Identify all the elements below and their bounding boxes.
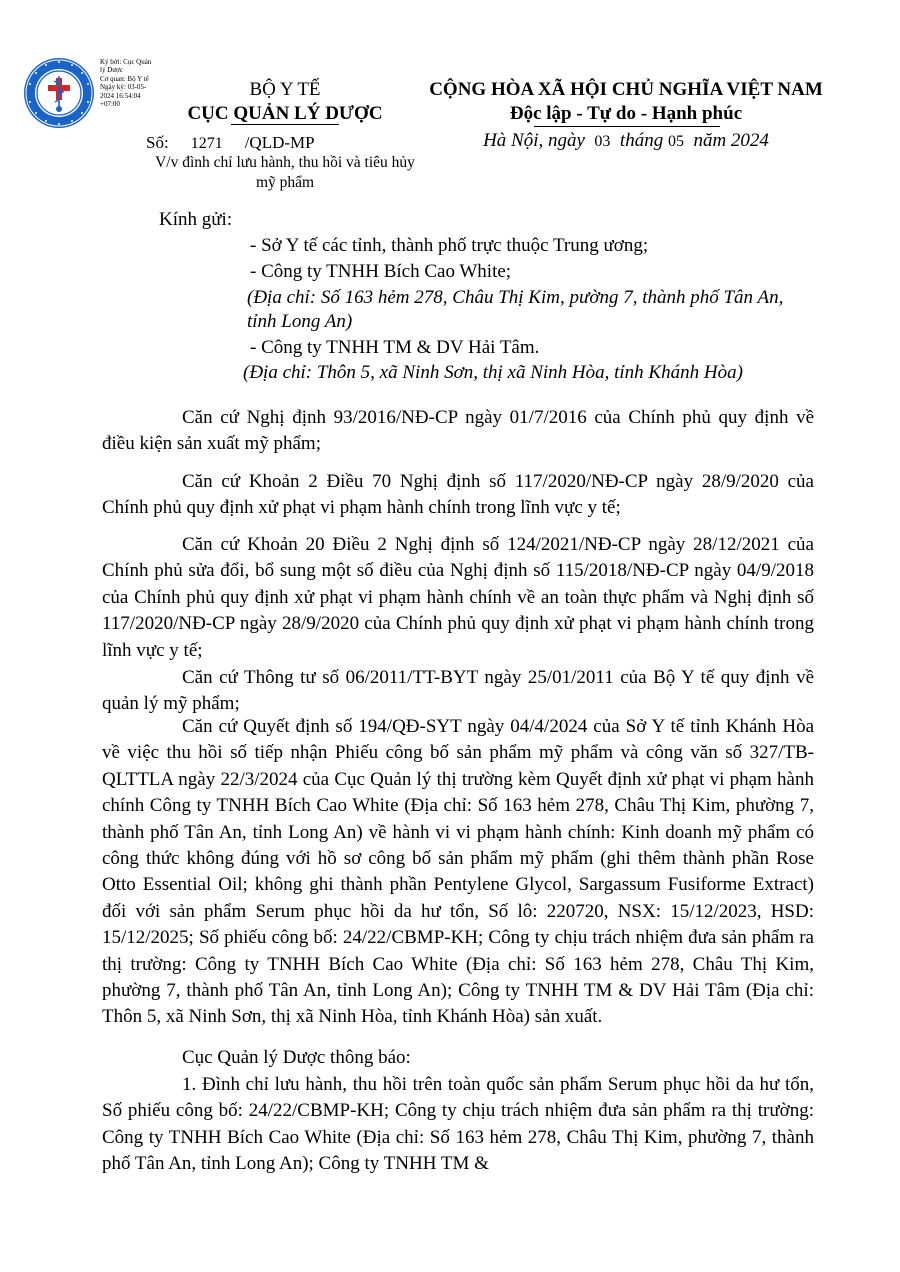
place-prefix: Hà Nội, ngày: [483, 130, 585, 151]
legal-basis-paragraph: [102, 532, 814, 664]
signature-line: lý Dược: [100, 66, 123, 75]
recipient-item: - Công ty TNHH TM & DV Hải Tâm.: [250, 337, 540, 358]
paragraph-text: Căn cứ Quyết định số 194/QĐ-SYT ngày 04/4/2024 của Sở Y tế tỉnh Khánh Hòa về việc thu hồi số tiếp nhận Phiếu công bố sản phẩm mỹ phẩm và công văn số 327/TB-QLTTLA ngày 22/3/2024 của Cục Quản lý thị trường kèm Quyết định xử phạt vi phạm hành chính Công ty TNHH Bích Cao White (Địa chỉ: Số 163 hẻm 278, Châu Thị Kim, phường 7, thành phố Tân An, tỉnh Long An) về hành vi vi phạm hành chính: Kinh doanh mỹ phẩm có công thức không đúng với hồ sơ công bố sản phẩm mỹ phẩm (ghi thêm thành phần Rose Otto Essential Oil; không ghi thành phần Pentylene Glycol, Sargassum Fusiforme Extract) đối với sản phẩm Serum phục hồi da hư tổn, Số lô: 220720, NSX: 15/12/2023, HSD: 15/12/2025; Số phiếu công bố: 24/22/CBMP-KH; Công ty chịu trách nhiệm đưa sản phẩm ra thị trường: Công ty TNHH Bích Cao White (Địa chỉ: Số 163 hẻm 278, Châu Thị Kim, phường 7, thành phố Tân An, tỉnh Long An); Công ty TNHH TM & DV Hải Tâm (Địa chỉ: Thôn 5, xã Ninh Sơn, thị xã Ninh Hòa, tỉnh Khánh Hòa) sản xuất.: [102, 716, 814, 1028]
salutation: Kính gửi:: [159, 209, 233, 230]
paragraph-text: Cục Quản lý Dược thông báo:: [182, 1047, 411, 1068]
year-label: năm 2024: [693, 130, 769, 151]
legal-basis-paragraph: [102, 405, 814, 458]
announcement-item: [102, 1072, 814, 1178]
date-day: 03: [594, 133, 611, 150]
issuing-agency: [150, 78, 420, 126]
paragraph-text: Căn cứ Nghị định 93/2016/NĐ-CP ngày 01/7/2016 của Chính phủ quy định về điều kiện sản xuất mỹ phẩm;: [102, 407, 814, 455]
recipient-address: (Địa chỉ: Thôn 5, xã Ninh Sơn, thị xã Ninh Hòa, tỉnh Khánh Hòa): [243, 362, 743, 383]
legal-basis-paragraph: [102, 714, 814, 1031]
agency-seal-logo: [22, 56, 96, 130]
national-heading: [420, 78, 832, 126]
country-name: CỘNG HÒA XÃ HỘI CHỦ NGHĨA VIỆT NAM: [429, 79, 823, 100]
signature-line: 2024 16:54:04: [100, 91, 141, 100]
date-month: 05: [667, 133, 684, 150]
document-subject: V/v đình chỉ lưu hành, thu hồi và tiêu hủy mỹ phẩm: [155, 154, 415, 191]
agency-name: CỤC QUẢN LÝ DƯỢC: [187, 103, 383, 124]
motto-underline: [534, 126, 720, 127]
paragraph-text: Căn cứ Khoản 20 Điều 2 Nghị định số 124/2021/NĐ-CP ngày 28/12/2021 của Chính phủ sửa đổi, bổ sung một số điều của Nghị định số 115/2018/NĐ-CP ngày 04/9/2018 của Chính phủ quy định xử phạt vi phạm hành chính về an toàn thực phẩm và Nghị định số 117/2020/NĐ-CP ngày 28/9/2020 của Chính phủ quy định xử phạt vi phạm hành chính trong lĩnh vực y tế;: [102, 534, 814, 661]
doc-number-suffix: /QLD-MP: [244, 133, 315, 152]
legal-basis-paragraph: [102, 469, 814, 522]
month-label: tháng: [619, 130, 664, 151]
announcement-heading: [102, 1045, 814, 1071]
signature-line: +07:00: [100, 100, 120, 109]
doc-number-label: Số:: [146, 133, 169, 152]
document-number: [146, 132, 315, 155]
recipient-address: (Địa chỉ: Số 163 hẻm 278, Châu Thị Kim, pường 7, thành phố Tân An,: [247, 287, 784, 308]
paragraph-text: Căn cứ Khoản 2 Điều 70 Nghị định số 117/2020/NĐ-CP ngày 28/9/2020 của Chính phủ quy định xử phạt vi phạm hành chính trong lĩnh vực y tế;: [102, 471, 814, 519]
national-motto: Độc lập - Tự do - Hạnh phúc: [509, 103, 743, 124]
agency-underline: [231, 124, 339, 125]
paragraph-text: 1. Đình chỉ lưu hành, thu hồi trên toàn quốc sản phẩm Serum phục hồi da hư tổn, Số phiếu công bố: 24/22/CBMP-KH; Công ty chịu trách nhiệm đưa sản phẩm ra thị trường: Công ty TNHH Bích Cao White (Địa chỉ: Số 163 hẻm 278, Châu Thị Kim, phường 7, thành phố Tân An, tỉnh Long An); Công ty TNHH TM &: [102, 1074, 814, 1175]
doc-number-value: 1271: [190, 135, 223, 152]
recipient-item: - Sở Y tế các tỉnh, thành phố trực thuộc Trung ương;: [250, 235, 649, 256]
recipient-address: tỉnh Long An): [247, 311, 353, 332]
recipient-item: - Công ty TNHH Bích Cao White;: [250, 261, 512, 282]
place-and-date: [420, 129, 832, 154]
signature-line: Cơ quan: Bộ Y tế: [100, 74, 149, 83]
signature-line: Ký bởi: Cục Quản: [100, 58, 152, 66]
signature-line: Ngày ký: 03-05-: [100, 83, 147, 92]
paragraph-text: Căn cứ Thông tư số 06/2011/TT-BYT ngày 25/01/2011 của Bộ Y tế quy định về quản lý mỹ phẩm;: [102, 667, 814, 715]
legal-basis-paragraph: [102, 665, 814, 718]
ministry-name: BỘ Y TẾ: [249, 79, 321, 100]
